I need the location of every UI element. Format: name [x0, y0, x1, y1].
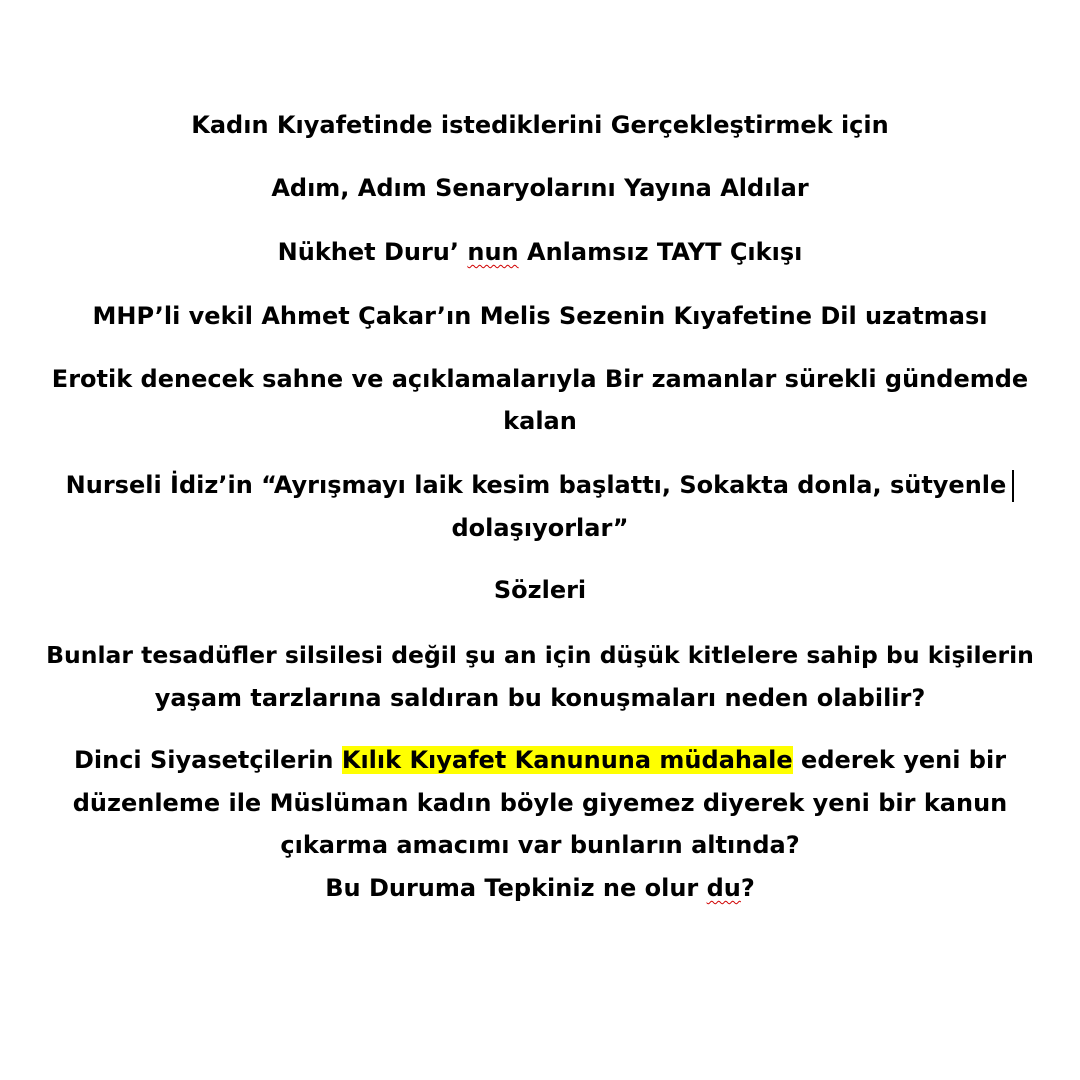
highlighted-text: Kılık Kıyafet Kanununa müdahale: [341, 746, 793, 774]
text-line-15: [40, 867, 1040, 909]
text-segment: ?: [740, 874, 755, 902]
text-segment: Dinci Siyasetçilerin: [73, 746, 342, 774]
text-line-2: Adım, Adım Senaryolarını Yayına Aldılar: [271, 174, 809, 202]
text-line-12: [40, 739, 1040, 781]
text-line-13: düzenleme ile Müslüman kadın böyle giyemez diyerek yeni bir kanun: [72, 789, 1008, 817]
text-line-3: [40, 231, 1040, 273]
text-line-8: dolaşıyorlar”: [451, 514, 629, 542]
text-line-7: [40, 464, 1040, 506]
text-line-5: Erotik denecek sahne ve açıklamalarıyla Bir zamanlar sürekli gündemde: [51, 365, 1029, 393]
text-cursor: [1012, 470, 1014, 502]
text-line-9: Sözleri: [493, 576, 587, 604]
text-line-4: MHP’li vekil Ahmet Çakar’ın Melis Sezenin Kıyafetine Dil uzatması: [92, 302, 988, 330]
spellcheck-flagged-word[interactable]: nun: [467, 238, 519, 266]
text-segment: ederek yeni bir: [792, 746, 1007, 774]
spellcheck-flagged-word[interactable]: du: [706, 874, 741, 902]
text-segment: Bu Duruma Tepkiniz ne olur: [325, 874, 707, 902]
text-line-10: Bunlar tesadüfler silsilesi değil şu an için düşük kitlelere sahip bu kişilerin: [46, 641, 1034, 669]
text-line-14: çıkarma amacımı var bunların altında?: [280, 831, 800, 859]
text-line-6: kalan: [503, 407, 577, 435]
text-line-11: yaşam tarzlarına saldıran bu konuşmaları neden olabilir?: [154, 684, 926, 712]
text-segment: Nükhet Duru’: [277, 238, 468, 266]
text-line-1: Kadın Kıyafetinde istediklerini Gerçekleştirmek için: [191, 111, 889, 139]
text-segment: Nurseli İdiz’in “Ayrışmayı laik kesim başlattı, Sokakta donla, sütyenle: [65, 471, 1007, 499]
text-segment: Anlamsız TAYT Çıkışı: [518, 238, 803, 266]
